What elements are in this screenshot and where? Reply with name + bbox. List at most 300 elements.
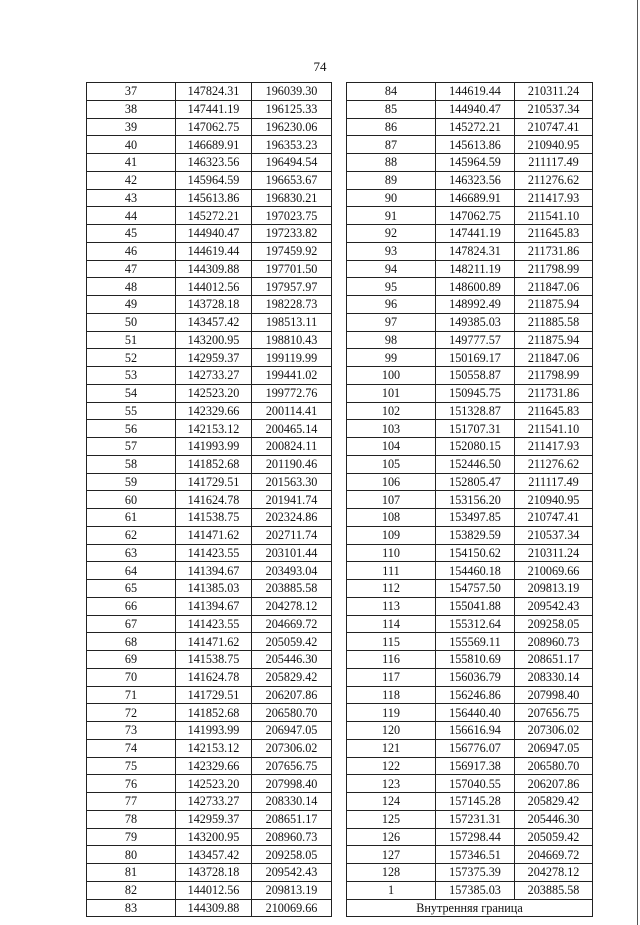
x-coordinate-cell: 144940.47	[436, 100, 515, 118]
x-coordinate-cell: 142733.27	[176, 793, 252, 811]
table-row	[347, 402, 593, 420]
point-number-cell: 67	[87, 615, 176, 633]
coordinates-table-right	[346, 82, 593, 917]
y-coordinate-cell: 196230.06	[252, 118, 332, 136]
table-row	[347, 651, 593, 669]
table-row	[347, 739, 593, 757]
point-number-cell: 125	[347, 810, 436, 828]
point-number-cell: 94	[347, 260, 436, 278]
point-number-cell: 77	[87, 793, 176, 811]
table-row	[87, 580, 332, 598]
table-row	[347, 526, 593, 544]
x-coordinate-cell: 151707.31	[436, 420, 515, 438]
table-row	[347, 846, 593, 864]
y-coordinate-cell: 205446.30	[252, 651, 332, 669]
point-number-cell: 83	[87, 899, 176, 917]
table-row	[87, 793, 332, 811]
x-coordinate-cell: 147824.31	[436, 242, 515, 260]
table-row	[87, 881, 332, 899]
table-row	[347, 438, 593, 456]
table-row	[87, 118, 332, 136]
x-coordinate-cell: 141423.55	[176, 544, 252, 562]
y-coordinate-cell: 203885.58	[515, 881, 593, 899]
point-number-cell: 74	[87, 739, 176, 757]
y-coordinate-cell: 202711.74	[252, 526, 332, 544]
point-number-cell: 56	[87, 420, 176, 438]
table-row	[347, 881, 593, 899]
x-coordinate-cell: 141471.62	[176, 633, 252, 651]
x-coordinate-cell: 153829.59	[436, 526, 515, 544]
point-number-cell: 107	[347, 491, 436, 509]
y-coordinate-cell: 205059.42	[252, 633, 332, 651]
point-number-cell: 111	[347, 562, 436, 580]
point-number-cell: 62	[87, 526, 176, 544]
point-number-cell: 57	[87, 438, 176, 456]
y-coordinate-cell: 207306.02	[515, 722, 593, 740]
table-row	[347, 313, 593, 331]
y-coordinate-cell: 198513.11	[252, 313, 332, 331]
table-row	[347, 260, 593, 278]
table-row	[87, 438, 332, 456]
point-number-cell: 121	[347, 739, 436, 757]
table-row	[347, 864, 593, 882]
y-coordinate-cell: 203101.44	[252, 544, 332, 562]
y-coordinate-cell: 200824.11	[252, 438, 332, 456]
y-coordinate-cell: 209813.19	[252, 881, 332, 899]
table-row	[87, 562, 332, 580]
y-coordinate-cell: 211798.99	[515, 367, 593, 385]
point-number-cell: 40	[87, 136, 176, 154]
y-coordinate-cell: 196830.21	[252, 189, 332, 207]
point-number-cell: 76	[87, 775, 176, 793]
table-row	[87, 455, 332, 473]
point-number-cell: 113	[347, 597, 436, 615]
point-number-cell: 124	[347, 793, 436, 811]
point-number-cell: 103	[347, 420, 436, 438]
y-coordinate-cell: 206580.70	[252, 704, 332, 722]
table-row	[87, 864, 332, 882]
table-row	[87, 810, 332, 828]
point-number-cell: 84	[347, 83, 436, 101]
point-number-cell: 100	[347, 367, 436, 385]
x-coordinate-cell: 152080.15	[436, 438, 515, 456]
point-number-cell: 69	[87, 651, 176, 669]
y-coordinate-cell: 207656.75	[515, 704, 593, 722]
table-row	[87, 668, 332, 686]
x-coordinate-cell: 155810.69	[436, 651, 515, 669]
x-coordinate-cell: 147824.31	[176, 83, 252, 101]
x-coordinate-cell: 149777.57	[436, 331, 515, 349]
y-coordinate-cell: 208651.17	[252, 810, 332, 828]
y-coordinate-cell: 210069.66	[515, 562, 593, 580]
x-coordinate-cell: 157231.31	[436, 810, 515, 828]
point-number-cell: 88	[347, 154, 436, 172]
table-row	[87, 296, 332, 314]
x-coordinate-cell: 155569.11	[436, 633, 515, 651]
x-coordinate-cell: 144012.56	[176, 881, 252, 899]
x-coordinate-cell: 156917.38	[436, 757, 515, 775]
point-number-cell: 104	[347, 438, 436, 456]
x-coordinate-cell: 147441.19	[176, 100, 252, 118]
x-coordinate-cell: 157040.55	[436, 775, 515, 793]
point-number-cell: 118	[347, 686, 436, 704]
table-row	[87, 331, 332, 349]
y-coordinate-cell: 196125.33	[252, 100, 332, 118]
x-coordinate-cell: 155041.88	[436, 597, 515, 615]
table-row	[87, 349, 332, 367]
y-coordinate-cell: 202324.86	[252, 509, 332, 527]
x-coordinate-cell: 141729.51	[176, 473, 252, 491]
x-coordinate-cell: 146689.91	[436, 189, 515, 207]
x-coordinate-cell: 154460.18	[436, 562, 515, 580]
x-coordinate-cell: 146689.91	[176, 136, 252, 154]
table-row	[347, 207, 593, 225]
y-coordinate-cell: 196353.23	[252, 136, 332, 154]
point-number-cell: 92	[347, 225, 436, 243]
point-number-cell: 45	[87, 225, 176, 243]
x-coordinate-cell: 148600.89	[436, 278, 515, 296]
y-coordinate-cell: 211798.99	[515, 260, 593, 278]
point-number-cell: 52	[87, 349, 176, 367]
point-number-cell: 44	[87, 207, 176, 225]
table-row	[347, 722, 593, 740]
y-coordinate-cell: 197459.92	[252, 242, 332, 260]
y-coordinate-cell: 211541.10	[515, 420, 593, 438]
y-coordinate-cell: 211276.62	[515, 171, 593, 189]
x-coordinate-cell: 143200.95	[176, 828, 252, 846]
y-coordinate-cell: 210069.66	[252, 899, 332, 917]
table-row	[347, 136, 593, 154]
y-coordinate-cell: 199441.02	[252, 367, 332, 385]
y-coordinate-cell: 211645.83	[515, 402, 593, 420]
point-number-cell: 127	[347, 846, 436, 864]
y-coordinate-cell: 201941.74	[252, 491, 332, 509]
table-row	[87, 473, 332, 491]
x-coordinate-cell: 142523.20	[176, 775, 252, 793]
y-coordinate-cell: 199772.76	[252, 384, 332, 402]
table-row	[87, 544, 332, 562]
x-coordinate-cell: 152446.50	[436, 455, 515, 473]
y-coordinate-cell: 197023.75	[252, 207, 332, 225]
y-coordinate-cell: 211541.10	[515, 207, 593, 225]
x-coordinate-cell: 154150.62	[436, 544, 515, 562]
table-row	[347, 704, 593, 722]
table-row	[87, 722, 332, 740]
y-coordinate-cell: 211847.06	[515, 349, 593, 367]
x-coordinate-cell: 157145.28	[436, 793, 515, 811]
point-number-cell: 97	[347, 313, 436, 331]
point-number-cell: 72	[87, 704, 176, 722]
x-coordinate-cell: 155312.64	[436, 615, 515, 633]
y-coordinate-cell: 210537.34	[515, 526, 593, 544]
x-coordinate-cell: 145964.59	[176, 171, 252, 189]
x-coordinate-cell: 141423.55	[176, 615, 252, 633]
y-coordinate-cell: 198810.43	[252, 331, 332, 349]
point-number-cell: 81	[87, 864, 176, 882]
x-coordinate-cell: 142329.66	[176, 402, 252, 420]
x-coordinate-cell: 143457.42	[176, 846, 252, 864]
x-coordinate-cell: 143457.42	[176, 313, 252, 331]
table-row	[347, 810, 593, 828]
table-row	[347, 615, 593, 633]
point-number-cell: 1	[347, 881, 436, 899]
y-coordinate-cell: 206947.05	[515, 739, 593, 757]
point-number-cell: 105	[347, 455, 436, 473]
x-coordinate-cell: 142153.12	[176, 420, 252, 438]
y-coordinate-cell: 205059.42	[515, 828, 593, 846]
point-number-cell: 63	[87, 544, 176, 562]
table-row	[347, 225, 593, 243]
point-number-cell: 122	[347, 757, 436, 775]
table-row	[347, 633, 593, 651]
table-row	[87, 775, 332, 793]
x-coordinate-cell: 144309.88	[176, 899, 252, 917]
table-row	[347, 491, 593, 509]
x-coordinate-cell: 157385.03	[436, 881, 515, 899]
x-coordinate-cell: 141385.03	[176, 580, 252, 598]
y-coordinate-cell: 210537.34	[515, 100, 593, 118]
y-coordinate-cell: 208960.73	[515, 633, 593, 651]
y-coordinate-cell: 211885.58	[515, 313, 593, 331]
table-row	[347, 686, 593, 704]
x-coordinate-cell: 142733.27	[176, 367, 252, 385]
y-coordinate-cell: 210311.24	[515, 544, 593, 562]
x-coordinate-cell: 156036.79	[436, 668, 515, 686]
table-row	[87, 491, 332, 509]
y-coordinate-cell: 207998.40	[515, 686, 593, 704]
x-coordinate-cell: 156440.40	[436, 704, 515, 722]
table-row	[347, 384, 593, 402]
page-number: 74	[313, 59, 327, 74]
y-coordinate-cell: 196494.54	[252, 154, 332, 172]
table-row	[347, 278, 593, 296]
table-row	[87, 83, 332, 101]
x-coordinate-cell: 157346.51	[436, 846, 515, 864]
y-coordinate-cell: 210940.95	[515, 491, 593, 509]
table-row	[347, 296, 593, 314]
x-coordinate-cell: 156246.86	[436, 686, 515, 704]
point-number-cell: 106	[347, 473, 436, 491]
table-row	[87, 242, 332, 260]
x-coordinate-cell: 141993.99	[176, 438, 252, 456]
point-number-cell: 123	[347, 775, 436, 793]
y-coordinate-cell: 197957.97	[252, 278, 332, 296]
point-number-cell: 60	[87, 491, 176, 509]
y-coordinate-cell: 210940.95	[515, 136, 593, 154]
point-number-cell: 75	[87, 757, 176, 775]
point-number-cell: 108	[347, 509, 436, 527]
y-coordinate-cell: 210311.24	[515, 83, 593, 101]
table-row	[87, 154, 332, 172]
y-coordinate-cell: 211731.86	[515, 242, 593, 260]
x-coordinate-cell: 150169.17	[436, 349, 515, 367]
point-number-cell: 54	[87, 384, 176, 402]
y-coordinate-cell: 210747.41	[515, 509, 593, 527]
table-row	[347, 83, 593, 101]
point-number-cell: 117	[347, 668, 436, 686]
point-number-cell: 73	[87, 722, 176, 740]
coordinates-table-left	[86, 82, 332, 917]
y-coordinate-cell: 211417.93	[515, 438, 593, 456]
point-number-cell: 70	[87, 668, 176, 686]
y-coordinate-cell: 208960.73	[252, 828, 332, 846]
x-coordinate-cell: 142959.37	[176, 810, 252, 828]
y-coordinate-cell: 211731.86	[515, 384, 593, 402]
x-coordinate-cell: 156616.94	[436, 722, 515, 740]
table-row	[87, 704, 332, 722]
x-coordinate-cell: 153497.85	[436, 509, 515, 527]
point-number-cell: 51	[87, 331, 176, 349]
y-coordinate-cell: 203493.04	[252, 562, 332, 580]
table-row	[347, 775, 593, 793]
y-coordinate-cell: 204669.72	[252, 615, 332, 633]
x-coordinate-cell: 142153.12	[176, 739, 252, 757]
x-coordinate-cell: 145964.59	[436, 154, 515, 172]
y-coordinate-cell: 205829.42	[515, 793, 593, 811]
x-coordinate-cell: 150945.75	[436, 384, 515, 402]
y-coordinate-cell: 210747.41	[515, 118, 593, 136]
table-row	[87, 100, 332, 118]
y-coordinate-cell: 196039.30	[252, 83, 332, 101]
y-coordinate-cell: 204278.12	[515, 864, 593, 882]
x-coordinate-cell: 147441.19	[436, 225, 515, 243]
point-number-cell: 66	[87, 597, 176, 615]
y-coordinate-cell: 199119.99	[252, 349, 332, 367]
y-coordinate-cell: 211645.83	[515, 225, 593, 243]
table-row	[87, 367, 332, 385]
table-row	[87, 739, 332, 757]
y-coordinate-cell: 196653.67	[252, 171, 332, 189]
point-number-cell: 46	[87, 242, 176, 260]
point-number-cell: 128	[347, 864, 436, 882]
table-row	[347, 757, 593, 775]
point-number-cell: 119	[347, 704, 436, 722]
table-row	[87, 189, 332, 207]
point-number-cell: 68	[87, 633, 176, 651]
table-row	[347, 597, 593, 615]
x-coordinate-cell: 142329.66	[176, 757, 252, 775]
x-coordinate-cell: 146323.56	[176, 154, 252, 172]
point-number-cell: 114	[347, 615, 436, 633]
y-coordinate-cell: 208330.14	[515, 668, 593, 686]
point-number-cell: 58	[87, 455, 176, 473]
table-row	[87, 278, 332, 296]
x-coordinate-cell: 157298.44	[436, 828, 515, 846]
table-row	[347, 171, 593, 189]
point-number-cell: 42	[87, 171, 176, 189]
point-number-cell: 126	[347, 828, 436, 846]
point-number-cell: 98	[347, 331, 436, 349]
x-coordinate-cell: 151328.87	[436, 402, 515, 420]
y-coordinate-cell: 211875.94	[515, 296, 593, 314]
point-number-cell: 61	[87, 509, 176, 527]
point-number-cell: 71	[87, 686, 176, 704]
y-coordinate-cell: 203885.58	[252, 580, 332, 598]
x-coordinate-cell: 141538.75	[176, 509, 252, 527]
point-number-cell: 50	[87, 313, 176, 331]
table-row	[347, 367, 593, 385]
y-coordinate-cell: 209542.43	[515, 597, 593, 615]
table-row	[87, 846, 332, 864]
point-number-cell: 65	[87, 580, 176, 598]
point-number-cell: 96	[347, 296, 436, 314]
table-row	[347, 455, 593, 473]
table-row	[87, 260, 332, 278]
point-number-cell: 112	[347, 580, 436, 598]
table-row	[87, 597, 332, 615]
y-coordinate-cell: 211847.06	[515, 278, 593, 296]
x-coordinate-cell: 142523.20	[176, 384, 252, 402]
x-coordinate-cell: 141394.67	[176, 562, 252, 580]
table-row	[347, 473, 593, 491]
y-coordinate-cell: 198228.73	[252, 296, 332, 314]
point-number-cell: 120	[347, 722, 436, 740]
y-coordinate-cell: 206207.86	[252, 686, 332, 704]
y-coordinate-cell: 207656.75	[252, 757, 332, 775]
table-row	[87, 526, 332, 544]
table-row	[87, 402, 332, 420]
point-number-cell: 43	[87, 189, 176, 207]
x-coordinate-cell: 156776.07	[436, 739, 515, 757]
point-number-cell: 59	[87, 473, 176, 491]
point-number-cell: 101	[347, 384, 436, 402]
x-coordinate-cell: 152805.47	[436, 473, 515, 491]
x-coordinate-cell: 141729.51	[176, 686, 252, 704]
table-row	[347, 100, 593, 118]
y-coordinate-cell: 197233.82	[252, 225, 332, 243]
y-coordinate-cell: 209258.05	[252, 846, 332, 864]
table-row	[87, 615, 332, 633]
x-coordinate-cell: 143728.18	[176, 864, 252, 882]
x-coordinate-cell: 141624.78	[176, 491, 252, 509]
table-row	[347, 118, 593, 136]
y-coordinate-cell: 211875.94	[515, 331, 593, 349]
table-row	[347, 189, 593, 207]
y-coordinate-cell: 206580.70	[515, 757, 593, 775]
table-footer-row	[347, 899, 593, 917]
x-coordinate-cell: 141852.68	[176, 455, 252, 473]
table-row	[87, 633, 332, 651]
y-coordinate-cell: 204669.72	[515, 846, 593, 864]
x-coordinate-cell: 145613.86	[436, 136, 515, 154]
y-coordinate-cell: 209542.43	[252, 864, 332, 882]
table-row	[87, 225, 332, 243]
x-coordinate-cell: 154757.50	[436, 580, 515, 598]
point-number-cell: 37	[87, 83, 176, 101]
table-row	[347, 349, 593, 367]
point-number-cell: 38	[87, 100, 176, 118]
point-number-cell: 64	[87, 562, 176, 580]
point-number-cell: 95	[347, 278, 436, 296]
table-row	[87, 171, 332, 189]
x-coordinate-cell: 145272.21	[436, 118, 515, 136]
point-number-cell: 93	[347, 242, 436, 260]
table-row	[87, 136, 332, 154]
x-coordinate-cell: 142959.37	[176, 349, 252, 367]
y-coordinate-cell: 197701.50	[252, 260, 332, 278]
y-coordinate-cell: 200114.41	[252, 402, 332, 420]
y-coordinate-cell: 205446.30	[515, 810, 593, 828]
table-row	[347, 509, 593, 527]
point-number-cell: 99	[347, 349, 436, 367]
x-coordinate-cell: 148211.19	[436, 260, 515, 278]
point-number-cell: 87	[347, 136, 436, 154]
point-number-cell: 91	[347, 207, 436, 225]
point-number-cell: 102	[347, 402, 436, 420]
y-coordinate-cell: 207306.02	[252, 739, 332, 757]
y-coordinate-cell: 206207.86	[515, 775, 593, 793]
x-coordinate-cell: 141852.68	[176, 704, 252, 722]
